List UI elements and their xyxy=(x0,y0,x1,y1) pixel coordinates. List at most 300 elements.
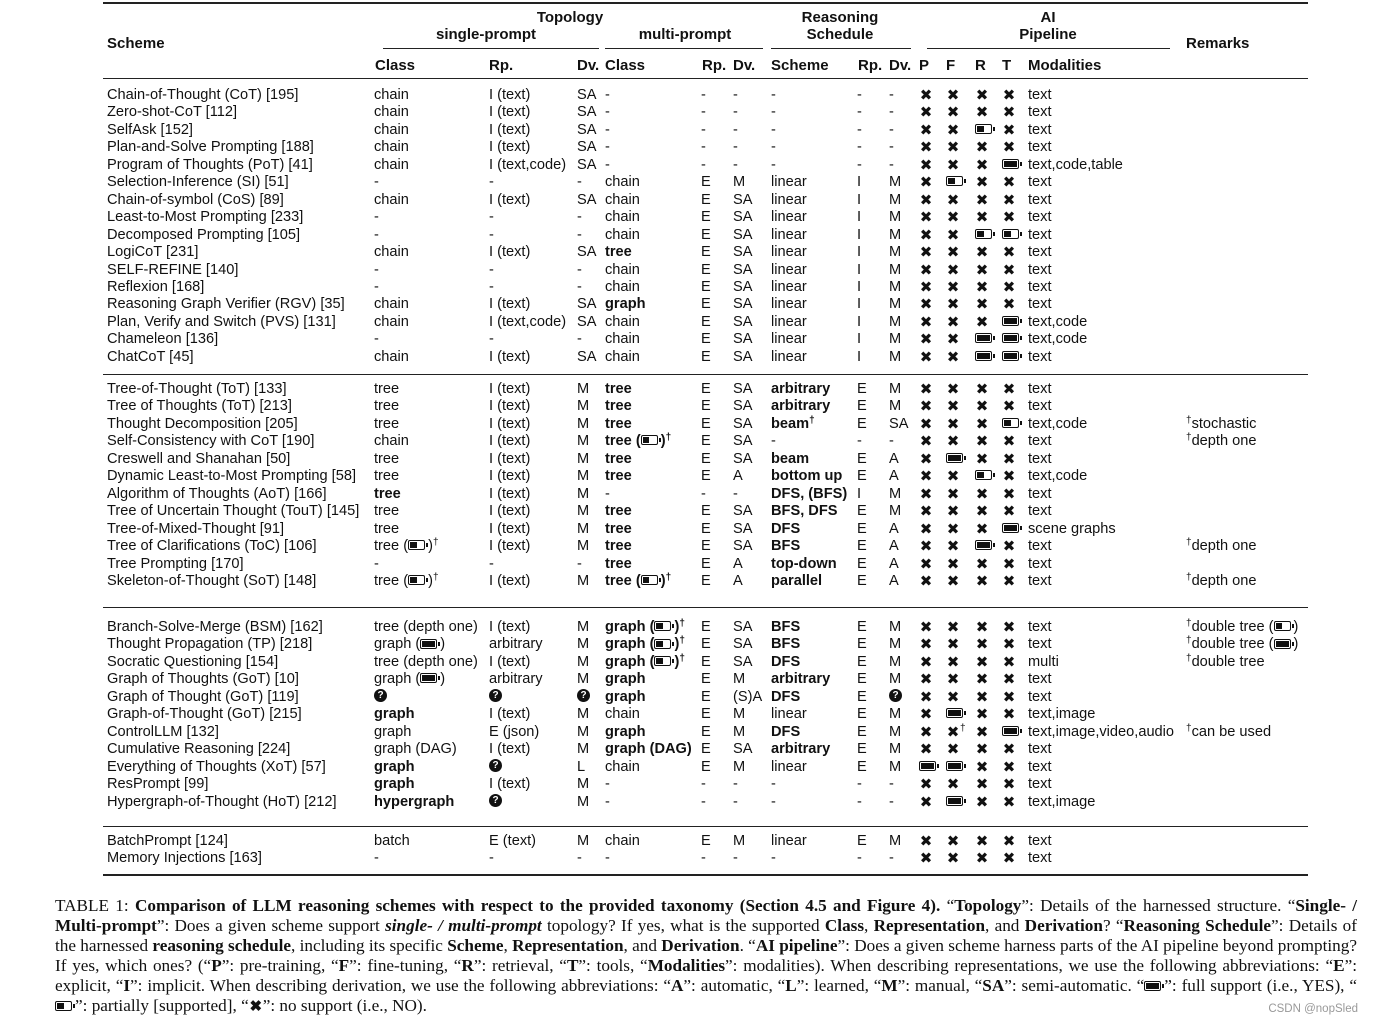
cell-sdv: M xyxy=(889,619,902,635)
cell-sched: arbitrary xyxy=(771,398,831,415)
cell-p xyxy=(919,139,933,157)
header-bottom-rule xyxy=(103,78,1308,79)
cell-p xyxy=(919,122,933,140)
cell-p xyxy=(919,468,933,486)
cell-mrp: E xyxy=(701,191,711,208)
cell-p xyxy=(919,331,933,349)
cell-rp: I (text) xyxy=(489,653,531,670)
cell-r xyxy=(975,262,989,280)
cell-t xyxy=(1002,503,1016,521)
no-support-icon: ✖ xyxy=(919,191,933,209)
cell-f xyxy=(946,192,960,210)
no-support-icon: ✖ xyxy=(1002,244,1016,262)
cell-mrp: E xyxy=(701,538,711,555)
no-support-icon: ✖ xyxy=(919,653,933,671)
table-row xyxy=(0,636,1373,653)
cell-f xyxy=(946,157,960,175)
cell-p xyxy=(919,192,933,210)
cell-mclass: tree ( )† xyxy=(605,571,672,589)
no-support-icon: ✖ xyxy=(946,244,960,262)
cell-p xyxy=(919,759,939,776)
cell-sdv: M xyxy=(889,503,902,520)
cell-sdv: M xyxy=(889,671,902,688)
cell-mclass: tree ( )† xyxy=(605,432,672,450)
no-support-icon: ✖ xyxy=(975,485,989,503)
partial-support-icon xyxy=(1002,418,1019,428)
cell-mclass: - xyxy=(605,156,610,173)
cell-sdv: M xyxy=(889,833,902,849)
no-support-icon: ✖ xyxy=(919,398,933,416)
cell-mrp: E xyxy=(701,209,711,226)
cell-mclass: chain xyxy=(605,226,640,243)
cell-rp: - xyxy=(489,209,494,226)
no-support-icon: ✖ xyxy=(946,87,960,104)
cell-class: tree (depth one) xyxy=(374,619,478,635)
cell-f xyxy=(946,87,960,105)
subheader-r: R xyxy=(975,57,986,74)
cell-class: tree (depth one) xyxy=(374,653,478,670)
no-support-icon: ✖ xyxy=(919,741,933,759)
group-separator-rule xyxy=(103,607,1308,608)
cell-f xyxy=(946,619,960,637)
cell-f xyxy=(946,573,960,591)
cell-r xyxy=(975,556,989,574)
cell-p xyxy=(919,521,933,539)
cell-f xyxy=(946,244,960,262)
cell-class: - xyxy=(374,174,379,191)
cell-class: graph xyxy=(374,706,415,723)
cell-modalities: text,image,video,audio xyxy=(1028,723,1175,740)
cell-mrp: E xyxy=(701,174,711,191)
cell-mrp: E xyxy=(701,723,711,740)
cell-srp: - xyxy=(857,850,862,867)
table-row xyxy=(0,381,1373,398)
no-support-icon: ✖ xyxy=(919,121,933,139)
cell-sdv: A xyxy=(889,538,899,555)
cell-f xyxy=(946,850,960,868)
no-support-icon: ✖ xyxy=(946,636,960,654)
table-row xyxy=(0,209,1373,226)
cell-t xyxy=(1002,192,1016,210)
cell-mdv: SA xyxy=(733,348,753,365)
cell-t xyxy=(1002,654,1016,672)
cell-srp: E xyxy=(857,572,867,589)
cell-r xyxy=(975,398,989,416)
cell-mdv: SA xyxy=(733,313,753,330)
cell-dv: M xyxy=(577,653,590,670)
no-support-icon: ✖ xyxy=(1002,619,1016,636)
cell-rp: I (text) xyxy=(489,520,531,537)
cell-dv: SA xyxy=(577,121,597,138)
cell-mclass: chain xyxy=(605,209,640,226)
cell-mrp: E xyxy=(701,636,711,653)
no-support-icon: ✖ xyxy=(946,381,960,398)
cell-sched: linear xyxy=(771,296,807,313)
cell-sdv: M xyxy=(889,398,902,415)
cell-dv: SA xyxy=(577,87,597,103)
cell-mclass: chain xyxy=(605,348,640,365)
subheader-srp: Rp. xyxy=(858,57,883,74)
no-support-icon: ✖ xyxy=(975,104,989,122)
cell-mrp: E xyxy=(701,706,711,723)
cell-class: graph (DAG) xyxy=(374,741,457,758)
cell-mclass: graph xyxy=(605,688,646,705)
cell-t xyxy=(1002,279,1016,297)
cell-modalities: text,code xyxy=(1028,415,1088,432)
subheader-class: Class xyxy=(375,57,416,74)
cell-scheme: Decomposed Prompting [105] xyxy=(107,226,301,243)
cell-modalities: text xyxy=(1028,191,1052,208)
cell-srp: I xyxy=(857,278,862,295)
table-row xyxy=(0,451,1373,468)
cell-mclass: chain xyxy=(605,706,640,723)
cell-t xyxy=(1002,262,1016,280)
no-support-icon: ✖ xyxy=(1002,758,1016,776)
no-support-icon: ✖ xyxy=(946,776,960,794)
cell-r xyxy=(975,706,989,724)
no-support-icon: ✖ xyxy=(919,671,933,689)
cell-f xyxy=(946,279,960,297)
cell-mrp: E xyxy=(701,572,711,589)
full-support-icon xyxy=(946,708,963,718)
partial-support-icon xyxy=(1002,229,1019,239)
no-support-icon: ✖ xyxy=(975,156,989,174)
cell-modalities: text xyxy=(1028,619,1052,635)
no-support-icon: ✖ xyxy=(946,485,960,503)
cell-modalities: text,code,table xyxy=(1028,156,1123,173)
cell-srp: - xyxy=(857,433,862,450)
cell-dv: SA xyxy=(577,104,597,121)
header-reasoning-schedule-line1: Reasoning xyxy=(801,9,879,26)
cell-sdv: M xyxy=(889,653,902,670)
cell-scheme: Graph of Thoughts (GoT) [10] xyxy=(107,671,299,688)
cell-scheme: Graph-of-Thought (GoT) [215] xyxy=(107,706,302,723)
cell-t xyxy=(1002,636,1016,654)
partial-support-icon xyxy=(641,435,658,445)
cell-dv: - xyxy=(577,226,582,243)
full-support-icon xyxy=(1002,159,1019,169)
cell-class: graph xyxy=(374,776,415,793)
cell-modalities: text xyxy=(1028,433,1052,450)
group-separator-rule xyxy=(103,374,1308,375)
no-support-icon: ✖ xyxy=(1002,706,1016,724)
cell-rp xyxy=(489,759,502,776)
cell-t xyxy=(1002,296,1016,314)
cell-sched: linear xyxy=(771,209,807,226)
cell-srp: - xyxy=(857,156,862,173)
cell-mrp: E xyxy=(701,619,711,635)
cell-p xyxy=(919,776,933,794)
no-support-icon: ✖ xyxy=(1002,503,1016,521)
cell-mrp: E xyxy=(701,433,711,450)
cell-mclass: tree xyxy=(605,520,632,537)
cell-mdv: - xyxy=(733,87,738,103)
cell-mdv: - xyxy=(733,776,738,793)
cell-t xyxy=(1002,776,1016,794)
cell-mrp: - xyxy=(701,121,706,138)
cell-dv: SA xyxy=(577,348,597,365)
no-support-icon: ✖ xyxy=(946,503,960,521)
cell-class: chain xyxy=(374,313,409,330)
cell-scheme: Hypergraph-of-Thought (HoT) [212] xyxy=(107,793,337,810)
cell-remarks: †double tree ( ) xyxy=(1186,618,1299,635)
no-support-icon: ✖ xyxy=(975,619,989,636)
cell-scheme: Self-Consistency with CoT [190] xyxy=(107,433,315,450)
full-support-icon xyxy=(975,333,992,343)
full-support-icon xyxy=(946,796,963,806)
cell-mclass: chain xyxy=(605,191,640,208)
cell-mrp: E xyxy=(701,381,711,397)
cell-sdv: - xyxy=(889,139,894,156)
cell-dv: M xyxy=(577,485,590,502)
no-support-icon: ✖ xyxy=(975,850,989,868)
no-support-icon: ✖ xyxy=(946,209,960,227)
cell-sched: BFS xyxy=(771,538,801,555)
cell-f xyxy=(946,398,960,416)
cell-mdv: SA xyxy=(733,278,753,295)
cell-modalities: text xyxy=(1028,485,1052,502)
cell-t xyxy=(1002,314,1022,331)
topology-multi-rule xyxy=(605,48,763,49)
table-top-rule xyxy=(103,2,1308,4)
no-support-icon: ✖ xyxy=(946,398,960,416)
cell-mclass: tree xyxy=(605,381,632,397)
cell-class: - xyxy=(374,555,379,572)
cell-sched: parallel xyxy=(771,572,823,589)
subheader-rp: Rp. xyxy=(489,57,514,74)
cell-p xyxy=(919,724,933,742)
cell-p xyxy=(919,706,933,724)
partial-support-icon xyxy=(975,470,992,480)
cell-p xyxy=(919,636,933,654)
subheader-f: F xyxy=(946,57,956,74)
cell-dv: SA xyxy=(577,156,597,173)
cell-dv: M xyxy=(577,398,590,415)
cell-sdv: - xyxy=(889,776,894,793)
partial-support-icon xyxy=(641,575,658,585)
cell-dv: M xyxy=(577,671,590,688)
cell-f xyxy=(946,349,960,367)
cell-mclass: tree xyxy=(605,415,632,432)
no-support-icon: ✖ xyxy=(919,244,933,262)
cell-class: chain xyxy=(374,104,409,121)
cell-sdv: M xyxy=(889,381,902,397)
header-ai-line2: Pipeline xyxy=(1019,26,1077,43)
cell-sdv: M xyxy=(889,758,902,775)
cell-scheme: Algorithm of Thoughts (AoT) [166] xyxy=(107,485,327,502)
cell-dv: SA xyxy=(577,139,597,156)
cell-t xyxy=(1002,174,1016,192)
cell-modalities: text xyxy=(1028,244,1052,261)
cell-dv: - xyxy=(577,850,582,867)
cell-dv: - xyxy=(577,555,582,572)
cell-mdv: SA xyxy=(733,653,753,670)
cell-t xyxy=(1002,122,1016,140)
no-support-icon: ✖ xyxy=(946,156,960,174)
no-support-icon: ✖ xyxy=(975,555,989,573)
cell-remarks: †double tree ( ) xyxy=(1186,635,1299,653)
cell-r xyxy=(975,741,989,759)
cell-mclass: graph (DAG) xyxy=(605,741,692,758)
cell-r xyxy=(975,331,995,348)
cell-p xyxy=(919,538,933,556)
table-row xyxy=(0,850,1373,867)
no-support-icon: ✖ xyxy=(975,191,989,209)
cell-scheme: Everything of Thoughts (XoT) [57] xyxy=(107,758,326,775)
cell-dv: M xyxy=(577,723,590,740)
no-support-icon: ✖ xyxy=(946,191,960,209)
cell-remarks: †stochastic xyxy=(1186,414,1257,432)
cell-mdv: - xyxy=(733,156,738,173)
cell-srp: E xyxy=(857,723,867,740)
cell-modalities: text xyxy=(1028,758,1052,775)
cell-rp: I (text) xyxy=(489,741,531,758)
cell-scheme: BatchPrompt [124] xyxy=(107,833,228,849)
table-row xyxy=(0,468,1373,485)
no-support-icon: ✖ xyxy=(1002,485,1016,503)
cell-modalities: text xyxy=(1028,688,1052,705)
cell-p xyxy=(919,794,933,812)
cell-t xyxy=(1002,139,1016,157)
cell-srp: E xyxy=(857,398,867,415)
partial-support-icon xyxy=(55,1001,72,1011)
no-support-icon: ✖ xyxy=(1002,776,1016,794)
cell-rp: I (text) xyxy=(489,415,531,432)
cell-modalities: text,code xyxy=(1028,468,1088,485)
cell-t xyxy=(1002,741,1016,759)
cell-scheme: Reflexion [168] xyxy=(107,278,205,295)
cell-r xyxy=(975,573,989,591)
cell-f xyxy=(946,776,960,794)
cell-mdv: SA xyxy=(733,619,753,635)
cell-f xyxy=(946,209,960,227)
no-support-icon: ✖ xyxy=(919,555,933,573)
cell-mrp: E xyxy=(701,671,711,688)
cell-class: chain xyxy=(374,296,409,313)
cell-class: chain xyxy=(374,191,409,208)
no-support-icon: ✖ xyxy=(946,538,960,556)
cell-sdv: M xyxy=(889,296,902,313)
cell-rp: I (text) xyxy=(489,450,531,467)
cell-mdv: - xyxy=(733,850,738,867)
cell-sdv: M xyxy=(889,348,902,365)
cell-modalities: text xyxy=(1028,174,1052,191)
cell-mrp: E xyxy=(701,313,711,330)
cell-mrp: E xyxy=(701,833,711,849)
cell-srp: E xyxy=(857,619,867,635)
partial-support-icon xyxy=(946,176,963,186)
cell-mdv: SA xyxy=(733,209,753,226)
cell-mclass: - xyxy=(605,850,610,867)
cell-p xyxy=(919,741,933,759)
cell-rp: I (text) xyxy=(489,706,531,723)
no-support-icon: ✖ xyxy=(946,723,960,741)
cell-dv: M xyxy=(577,636,590,653)
cell-sched: beam xyxy=(771,450,810,467)
no-support-icon: ✖ xyxy=(1002,538,1016,556)
cell-scheme: Plan-and-Solve Prompting [188] xyxy=(107,139,314,156)
cell-mclass: graph ( )† xyxy=(605,618,685,635)
cell-class: tree xyxy=(374,485,401,502)
cell-f xyxy=(946,139,960,157)
cell-mdv: M xyxy=(733,174,746,191)
cell-rp: E (text) xyxy=(489,833,537,849)
cell-rp: I (text) xyxy=(489,191,531,208)
cell-srp: I xyxy=(857,331,862,348)
cell-f xyxy=(946,654,960,672)
cell-class: tree xyxy=(374,381,400,397)
cell-f xyxy=(946,741,960,759)
no-support-icon: ✖ xyxy=(1002,741,1016,759)
cell-rp: - xyxy=(489,555,494,572)
cell-r xyxy=(975,486,989,504)
cell-mdv: SA xyxy=(733,226,753,243)
cell-dv: SA xyxy=(577,191,597,208)
cell-scheme: Selection-Inference (SI) [51] xyxy=(107,174,289,191)
cell-mclass: - xyxy=(605,793,610,810)
partial-support-icon xyxy=(975,229,992,239)
cell-f xyxy=(946,486,960,504)
cell-f xyxy=(946,503,960,521)
cell-class: hypergraph xyxy=(374,793,455,810)
full-support-icon xyxy=(946,761,963,771)
table-row xyxy=(0,689,1373,706)
cell-sched: - xyxy=(771,776,776,793)
no-support-icon: ✖ xyxy=(1002,636,1016,654)
no-support-icon: ✖ xyxy=(1002,174,1016,192)
table-row xyxy=(0,538,1373,555)
cell-sched: linear xyxy=(771,226,807,243)
table-row xyxy=(0,157,1373,174)
cell-class xyxy=(374,689,387,706)
cell-p xyxy=(919,279,933,297)
cell-scheme: SelfAsk [152] xyxy=(107,121,193,138)
no-support-icon: ✖ xyxy=(946,619,960,636)
header-single-prompt: single-prompt xyxy=(436,26,536,43)
cell-scheme: Cumulative Reasoning [224] xyxy=(107,741,291,758)
cell-modalities: text xyxy=(1028,741,1052,758)
unknown-icon: ? xyxy=(577,689,590,702)
cell-modalities: text xyxy=(1028,850,1052,867)
no-support-icon: ✖ xyxy=(946,555,960,573)
no-support-icon: ✖ xyxy=(975,706,989,724)
cell-scheme: Creswell and Shanahan [50] xyxy=(107,450,291,467)
cell-modalities: text xyxy=(1028,381,1052,397)
no-support-icon: ✖ xyxy=(1002,209,1016,227)
no-support-icon: ✖ xyxy=(975,398,989,416)
cell-scheme: Graph of Thought (GoT) [119] xyxy=(107,688,299,705)
no-support-icon: ✖ xyxy=(919,619,933,636)
cell-r xyxy=(975,314,989,332)
no-support-icon: ✖ xyxy=(946,278,960,296)
no-support-icon: ✖ xyxy=(975,688,989,706)
cell-modalities: text,code xyxy=(1028,313,1088,330)
subheader-scheme: Scheme xyxy=(771,57,829,74)
cell-sdv: - xyxy=(889,793,894,810)
no-support-icon: ✖ xyxy=(946,104,960,122)
cell-class: tree xyxy=(374,520,400,537)
cell-f xyxy=(946,468,960,486)
cell-mrp: E xyxy=(701,758,711,775)
cell-sdv: M xyxy=(889,244,902,261)
cell-mrp: - xyxy=(701,87,706,103)
cell-scheme: Branch-Solve-Merge (BSM) [162] xyxy=(107,619,323,635)
cell-dv: SA xyxy=(577,244,597,261)
cell-r xyxy=(975,416,989,434)
cell-p xyxy=(919,451,933,469)
no-support-icon: ✖ xyxy=(919,226,933,244)
cell-class: batch xyxy=(374,833,410,849)
